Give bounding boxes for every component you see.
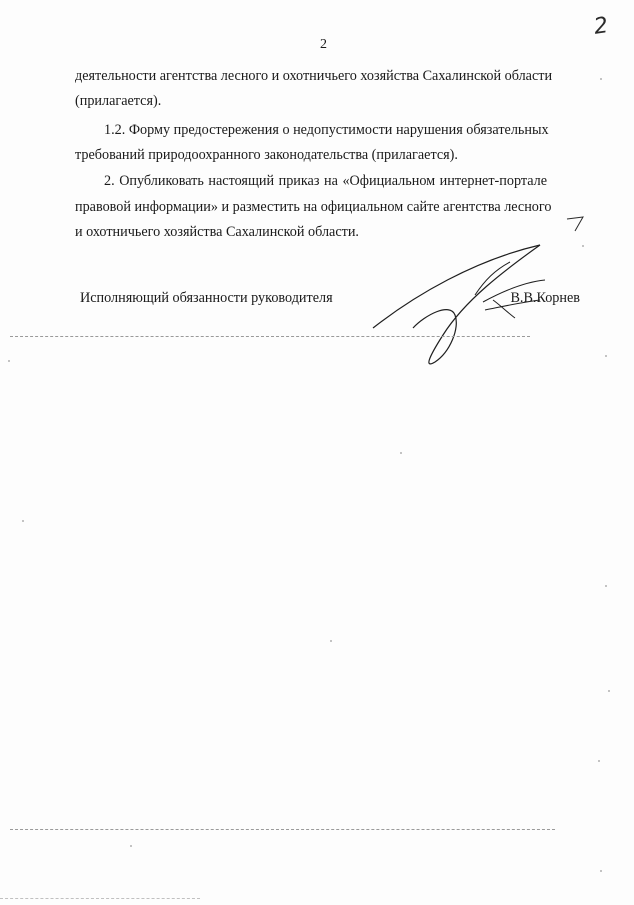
scan-artifact-line xyxy=(0,898,200,900)
scan-speck xyxy=(598,760,600,762)
scan-speck xyxy=(605,585,607,587)
scan-speck xyxy=(600,870,602,872)
scan-speck xyxy=(608,690,610,692)
scan-speck xyxy=(8,360,10,362)
signatory-name: В.В.Корнев xyxy=(510,290,580,306)
body-text-line: (прилагается). xyxy=(75,93,162,109)
body-text-line: 2. Опубликовать настоящий приказ на «Официальном интернет-портале xyxy=(104,173,548,189)
body-text-line: 1.2. Форму предостережения о недопустимости нарушения обязательных xyxy=(104,122,549,138)
scan-artifact-line xyxy=(10,829,555,831)
body-text-line: и охотничьего хозяйства Сахалинской области. xyxy=(75,224,359,240)
body-text-line: деятельности агентства лесного и охотничьего хозяйства Сахалинской области xyxy=(75,68,553,84)
scan-speck xyxy=(130,845,132,847)
scan-speck xyxy=(605,355,607,357)
scan-speck xyxy=(330,640,332,642)
scan-speck xyxy=(582,245,584,247)
scan-speck xyxy=(400,452,402,454)
scan-speck xyxy=(600,78,602,80)
pen-stroke-icon xyxy=(565,213,587,235)
scan-speck xyxy=(22,520,24,522)
scan-artifact-line xyxy=(10,336,530,338)
signatory-title: Исполняющий обязанности руководителя xyxy=(80,290,333,306)
handwritten-signature-icon xyxy=(365,240,585,370)
page-number: 2 xyxy=(320,37,327,52)
handwritten-page-mark: 2 xyxy=(592,13,610,40)
body-text-line: требований природоохранного законодательства (прилагается). xyxy=(75,147,458,163)
body-text-line: правовой информации» и разместить на официальном сайте агентства лесного xyxy=(75,199,552,215)
